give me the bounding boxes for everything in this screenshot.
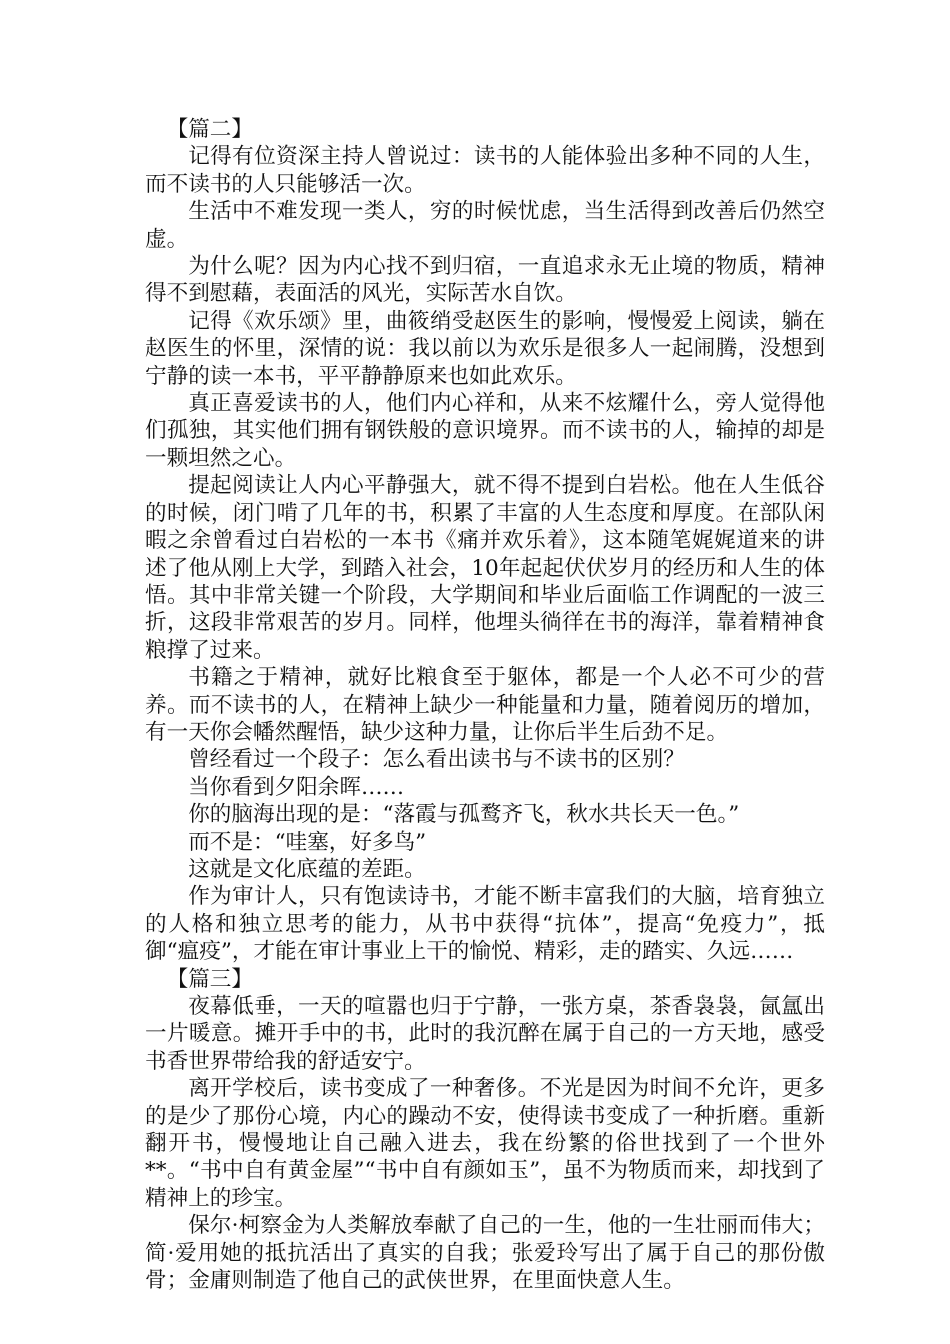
paragraph: 提起阅读让人内心平静强大，就不得不提到白岩松。他在人生低谷的时候，闭门啃了几年的书，积累了丰富的人生态度和厚度。在部队闲暇之余曾看过白岩松的一本书《痛并欢乐着》，这本随笔娓娓道来的讲述了他从刚上大学，到踏入社会，10年起起伏伏岁月的经历和人生的体悟。其中非常关键一个阶段，大学期间和毕业后面临工作调配的一波三折，这段非常艰苦的岁月。同样，他埋头徜徉在书的海洋，靠着精神食粮撑了过来。 xyxy=(145,473,825,663)
paragraph: 生活中不难发现一类人，穷的时候忧虑，当生活得到改善后仍然空虚。 xyxy=(145,199,825,252)
document-page xyxy=(145,116,825,1294)
paragraph: 书籍之于精神，就好比粮食至于躯体，都是一个人必不可少的营养。而不读书的人，在精神上缺少一种能量和力量，随着阅历的增加，有一天你会幡然醒悟，缺少这种力量，让你后半生后劲不足。 xyxy=(145,665,825,745)
section-heading-3: 【篇三】 xyxy=(166,966,253,992)
paragraph: 而不是：“哇塞，好多鸟” xyxy=(188,829,427,855)
paragraph: 为什么呢？因为内心找不到归宿，一直追求永无止境的物质，精神得不到慰藉，表面活的风光，实际苦水自饮。 xyxy=(145,254,825,307)
paragraph: 离开学校后，读书变成了一种奢侈。不光是因为时间不允许，更多的是少了那份心境，内心的躁动不安，使得读书变成了一种折磨。重新翻开书，慢慢地让自己融入进去，我在纷繁的俗世找到了一个世外**。“书中自有黄金屋”“书中自有颜如玉”，虽不为物质而来，却找到了精神上的珍宝。 xyxy=(145,1076,825,1211)
paragraph: 你的脑海出现的是：“落霞与孤鹜齐飞，秋水共长天一色。” xyxy=(188,802,740,828)
section-heading-2: 【篇二】 xyxy=(166,117,253,142)
paragraph: 真正喜爱读书的人，他们内心祥和，从来不炫耀什么，旁人觉得他们孤独，其实他们拥有钢铁般的意识境界。而不读书的人，输掉的却是一颗坦然之心。 xyxy=(145,391,825,471)
paragraph: 夜幕低垂，一天的喧嚣也归于宁静，一张方桌，茶香袅袅，氤氲出一片暖意。摊开手中的书，此时的我沉醉在属于自己的一方天地，感受书香世界带给我的舒适安宁。 xyxy=(145,994,825,1074)
paragraph: 保尔·柯察金为人类解放奉献了自己的一生，他的一生壮丽而伟大；简·爱用她的抵抗活出了真实的自我；张爱玲写出了属于自己的那份傲骨；金庸则制造了他自己的武侠世界，在里面快意人生。 xyxy=(145,1213,825,1294)
paragraph: 当你看到夕阳余晖…… xyxy=(188,774,405,800)
paragraph: 记得有位资深主持人曾说过：读书的人能体验出多种不同的人生，而不读书的人只能够活一次。 xyxy=(145,144,825,197)
paragraph: 这就是文化底蕴的差距。 xyxy=(188,856,426,882)
paragraph: 记得《欢乐颂》里，曲筱绡受赵医生的影响，慢慢爱上阅读，躺在赵医生的怀里，深情的说：我以前以为欢乐是很多人一起闹腾，没想到宁静的读一本书，平平静静原来也如此欢乐。 xyxy=(145,308,825,389)
paragraph: 曾经看过一个段子：怎么看出读书与不读书的区别？ xyxy=(188,747,685,773)
paragraph: 作为审计人，只有饱读诗书，才能不断丰富我们的大脑，培育独立的人格和独立思考的能力，从书中获得“抗体”，提高“免疫力”，抵御“瘟疫”，才能在审计事业上干的愉悦、精彩，走的踏实、久远…… xyxy=(145,884,825,965)
